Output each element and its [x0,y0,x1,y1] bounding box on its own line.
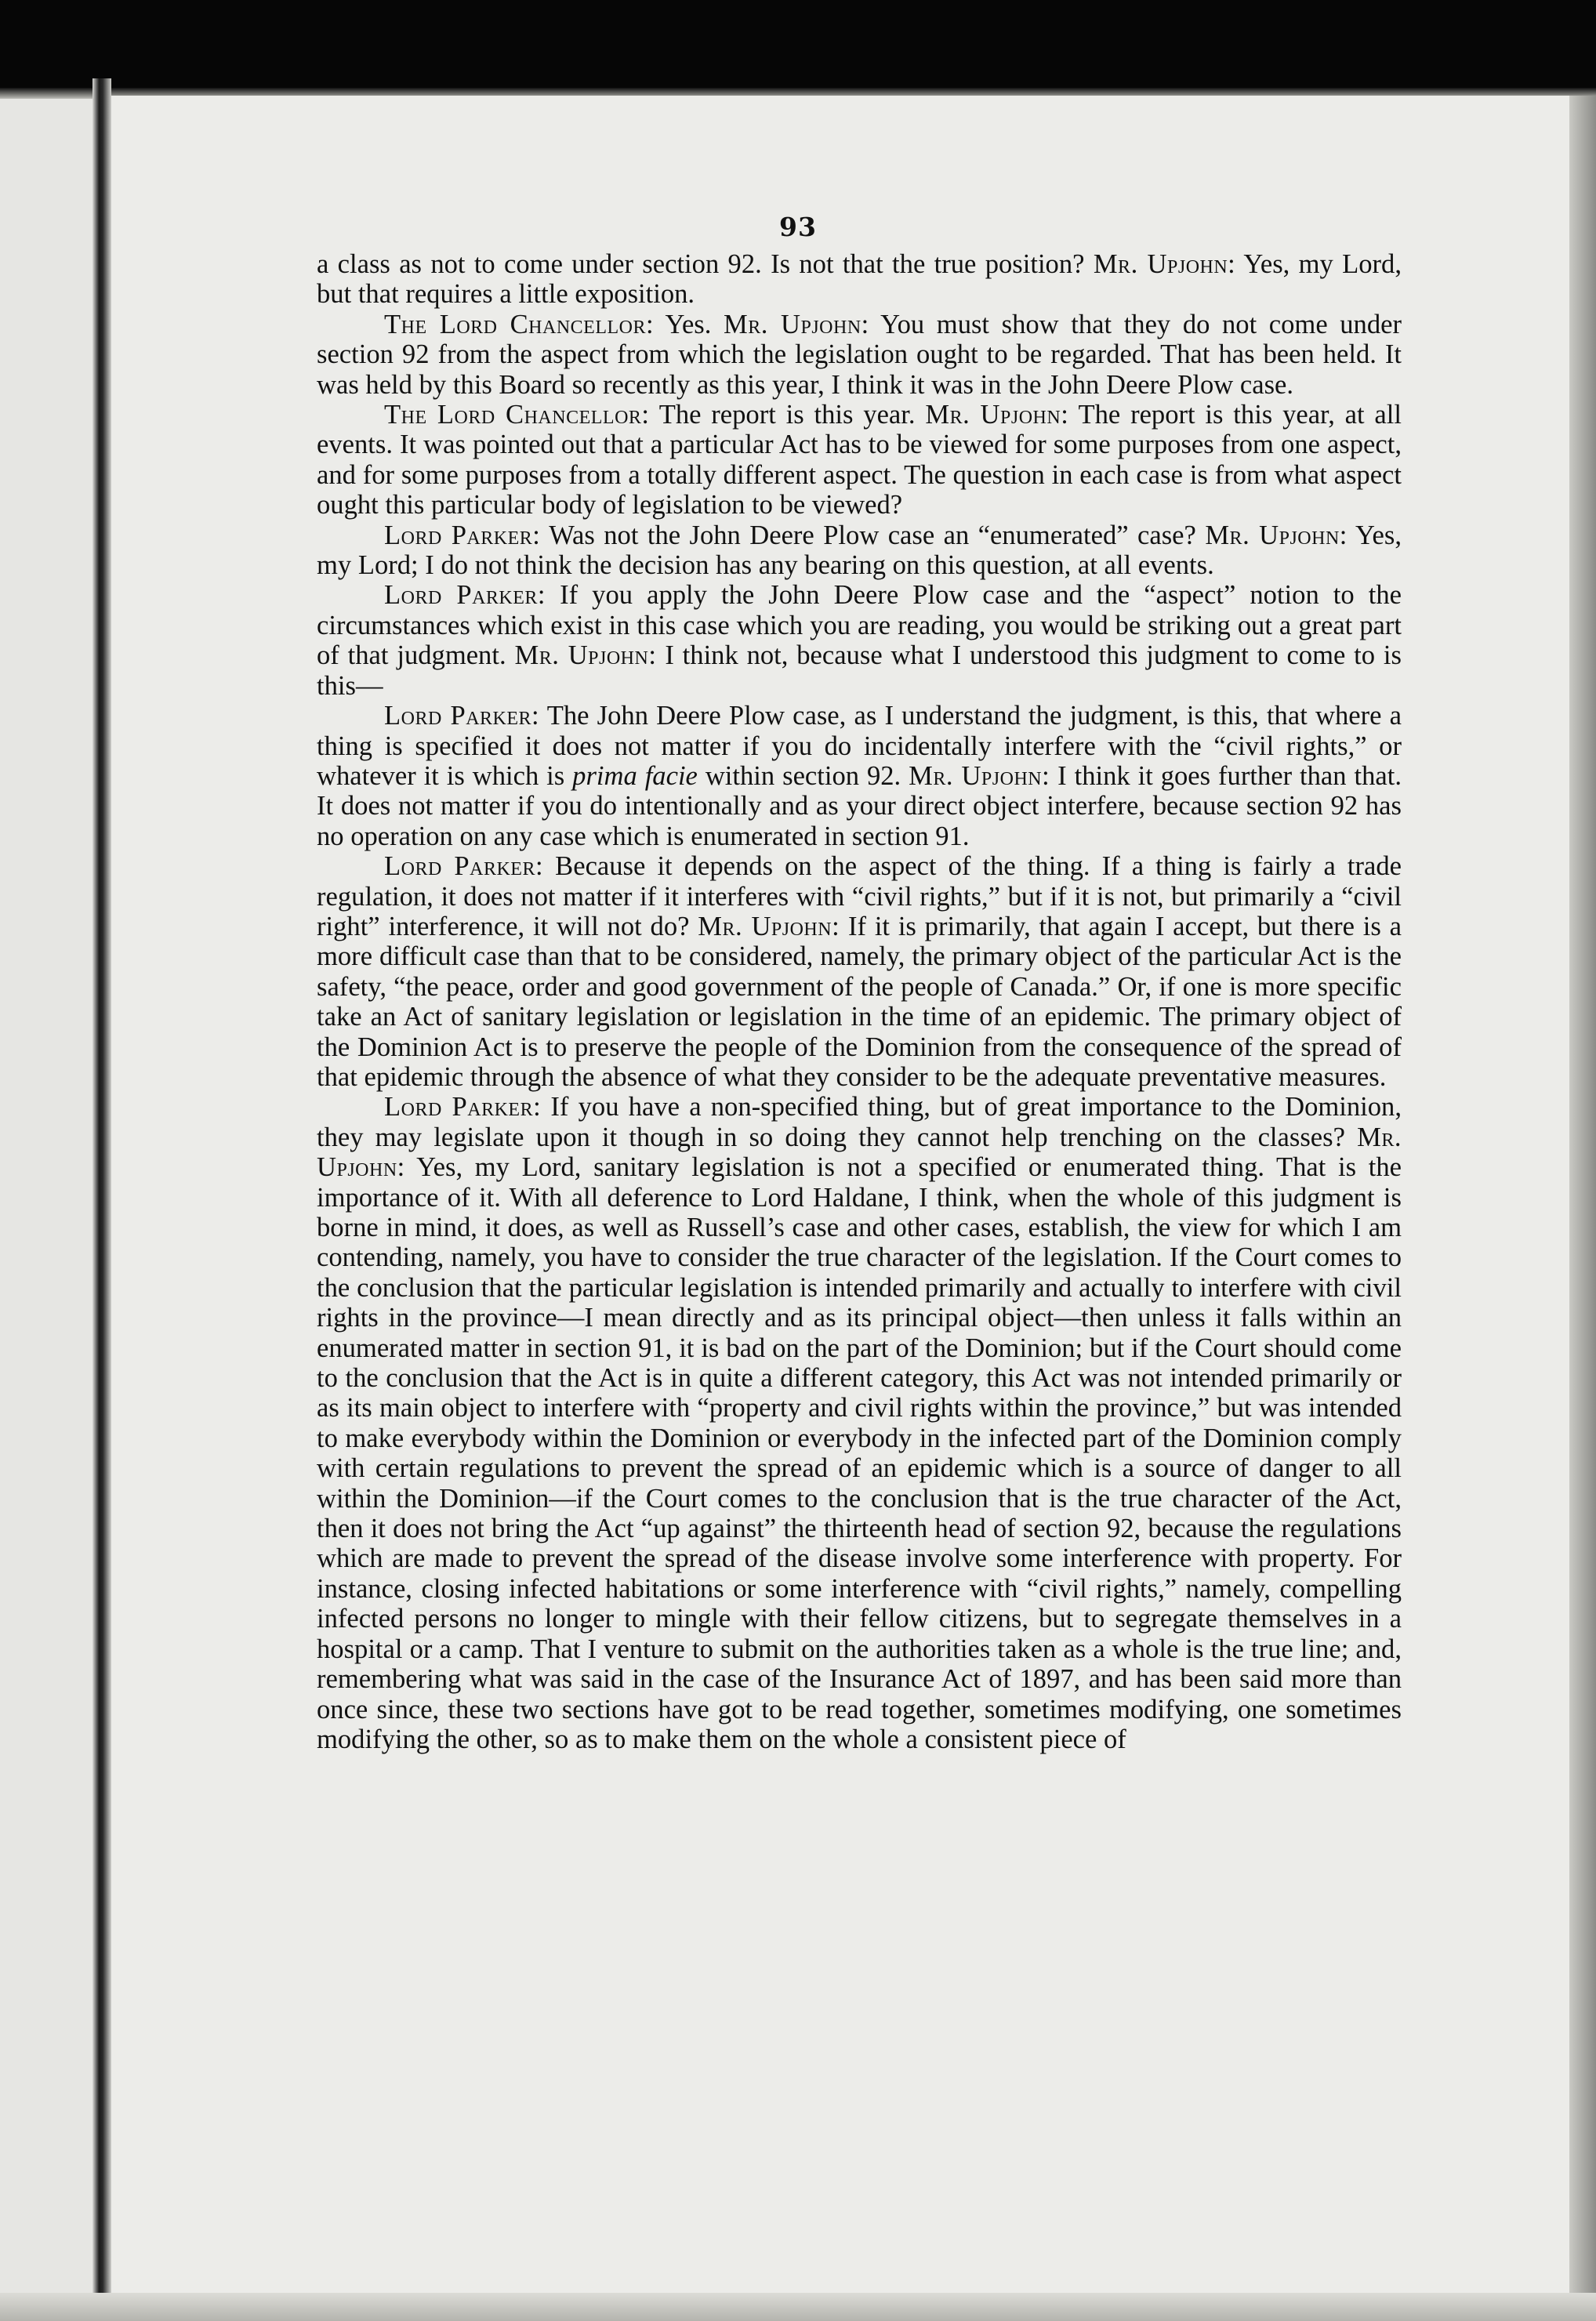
text-run: I think not, because what I understood this judgment to come to is this— [317,640,1402,701]
text-run: The report is this year. [658,400,916,430]
text-run: If you apply the John Deere Plow case and the “aspect” notion to the circumstances which exist in this case which you are reading, you would be striking out a great part of that judgment. [317,580,1402,671]
latin-phrase: prima facie [572,760,698,791]
paragraph [317,580,1402,701]
text-run: Yes. [665,309,712,339]
paragraph [317,520,1402,581]
text-run: If it is primarily, that again I accept, but there is a more difficult case than that to be considered, namely, the primary object of the particular Act is the safety, “the peace, order and good government of the people of Canada.” Or, if one is more specific take an Act of sanitary legislation or legislation in the time of an epidemic. The primary object of the Dominion Act is to preserve the people of the Dominion from the consequence of the spread of that epidemic through the absence of what they consider to be the adequate preventative measures. [317,911,1402,1092]
speaker-label: The Lord Chancellor: [384,309,655,339]
speaker-label: The Lord Chancellor: [384,400,650,430]
speaker-label: Mr. Upjohn: [724,309,869,339]
paragraph [317,851,1402,1092]
text-run: If you have a non-specified thing, but of great importance to the Dominion, they may legislate upon it though in so doing they cannot help trenching on the classes? [317,1092,1402,1152]
paragraph [317,400,1402,520]
paragraph [317,310,1402,400]
speaker-label: Mr. Upjohn: [1205,520,1348,550]
speaker-label: Lord Parker: [384,580,546,611]
text-run: within section 92. [705,760,901,791]
scan-bottom-edge [0,2293,1596,2321]
speaker-label: Mr. Upjohn: [1093,249,1236,279]
speaker-label: Lord Parker: [384,1092,542,1122]
text-run: I think it goes further than that. It does not matter if you do intentionally and as your direct object interfere, because section 92 has no operation on any case which is enumerated in section 91. [317,760,1402,851]
text-run: The John Deere Plow case, as I understand the judgment, is this, that where a thing is specified it does not matter if you do incidentally interfere with the “civil rights,” or whatever it is which is [317,701,1402,791]
speaker-label: Mr. Upjohn: [909,760,1050,791]
speaker-label: Lord Parker: [384,520,541,550]
speaker-label: Mr. Upjohn: [317,1122,1402,1183]
scan-top-border [0,0,1596,92]
paragraph [317,1092,1402,1754]
text-run: a class as not to come under section 92. Is not that the true position? [317,249,1085,279]
book-binding-edge [92,78,111,2297]
speaker-label: Lord Parker: [384,701,540,731]
paragraph [317,249,1402,310]
paragraph [317,701,1402,851]
text-run: Because it depends on the aspect of the thing. If a thing is fairly a trade regulation, it does not matter if it interferes with “civil rights,” but if it is not, but primarily a “civil right” interference, it will not do? [317,851,1402,941]
speaker-label: Mr. Upjohn: [925,400,1069,430]
speaker-label: Mr. Upjohn: [698,911,840,941]
speaker-label: Lord Parker: [384,851,544,882]
transcript-body [317,249,1402,1754]
text-run: Yes, my Lord, but that requires a little exposition. [317,249,1402,310]
speaker-label: Mr. Upjohn: [514,640,657,671]
text-run: Yes, my Lord; I do not think the decision has any bearing on this question, at all events. [317,520,1402,581]
page-number: 93 [779,212,817,242]
text-run: Yes, my Lord, sanitary legislation is not a specified or enumerated thing. That is the importance of it. With all deference to Lord Haldane, I think, when the whole of this judgment is borne in mind, it does, as well as Russell’s case and other cases, establish, the view for which I am contending, namely, you have to consider the true character of the legislation. If the Court comes to the conclusion that the particular legislation is intended primarily and actually to interfere with civil rights in the province—I mean directly and as its principal object—then unless it falls within an enumerated matter in section 91, it is bad on the part of the Dominion; but if the Court should come to the conclusion that the Act is in quite a different category, this Act was not intended primarily or as its main object to interfere with “property and civil rights within the province,” but was intended to make everybody within the Dominion or everybody in the infected part of the Dominion comply with certain regulations to prevent the spread of an epidemic which is a source of danger to all within the Dominion—if the Court comes to the conclusion that is the true character of the Act, then it does not bring the Act “up against” the thirteenth head of section 92, because the regulations which are made to prevent the spread of the disease involve some interference with property. For instance, closing infected habitations or some interference with “civil rights,” namely, compelling infected persons no longer to mingle with their fellow citizens, but to segregate themselves in a hospital or a camp. That I venture to submit on the authorities taken as a whole is the true line; and, remembering what was said in the case of the Insurance Act of 1897, and has been said more than once since, these two sections have got to be read together, sometimes modifying, one sometimes modifying the other, so as to make them on the whole a consistent piece of [317,1152,1402,1754]
text-run: Was not the John Deere Plow case an “enumerated” case? [549,520,1196,550]
text-run: The report is this year, at all events. It was pointed out that a particular Act has to be viewed for some purposes from one aspect, and for some purposes from a totally different aspect. The question in each case is from what aspect ought this particular body of legislation to be viewed? [317,400,1402,520]
page-right-shadow [1569,96,1596,2298]
text-run: You must show that they do not come under section 92 from the aspect from which the legislation ought to be regarded. That has been held. It was held by this Board so recently as this year, I think it was in the John Deere Plow case. [317,309,1402,400]
